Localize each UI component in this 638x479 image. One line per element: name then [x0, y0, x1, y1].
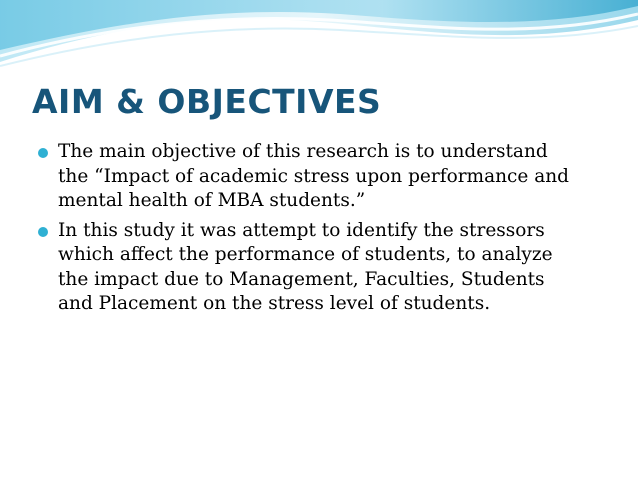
bullet-dot-icon	[38, 148, 48, 158]
header-wave-decoration	[0, 0, 638, 80]
bullet-text-line: The main objective of this research is to understand	[58, 141, 548, 162]
slide-title: AIM & OBJECTIVES	[32, 82, 382, 121]
bullet-item-study	[36, 219, 616, 317]
bullet-text-line: the “Impact of academic stress upon performance and	[58, 165, 570, 187]
bullet-text-line: In this study it was attempt to identify the stressors	[58, 219, 545, 241]
bullet-list	[36, 140, 616, 322]
bullet-item-objective	[36, 140, 616, 214]
bullet-text-line: the impact due to Management, Faculties, Students	[58, 268, 545, 290]
bullet-dot-icon	[38, 227, 48, 237]
bullet-text-line: mental health of MBA students.”	[58, 190, 366, 211]
bullet-text-line: which affect the performance of students, to analyze	[58, 244, 553, 265]
bullet-text-line: and Placement on the stress level of students.	[58, 293, 491, 314]
